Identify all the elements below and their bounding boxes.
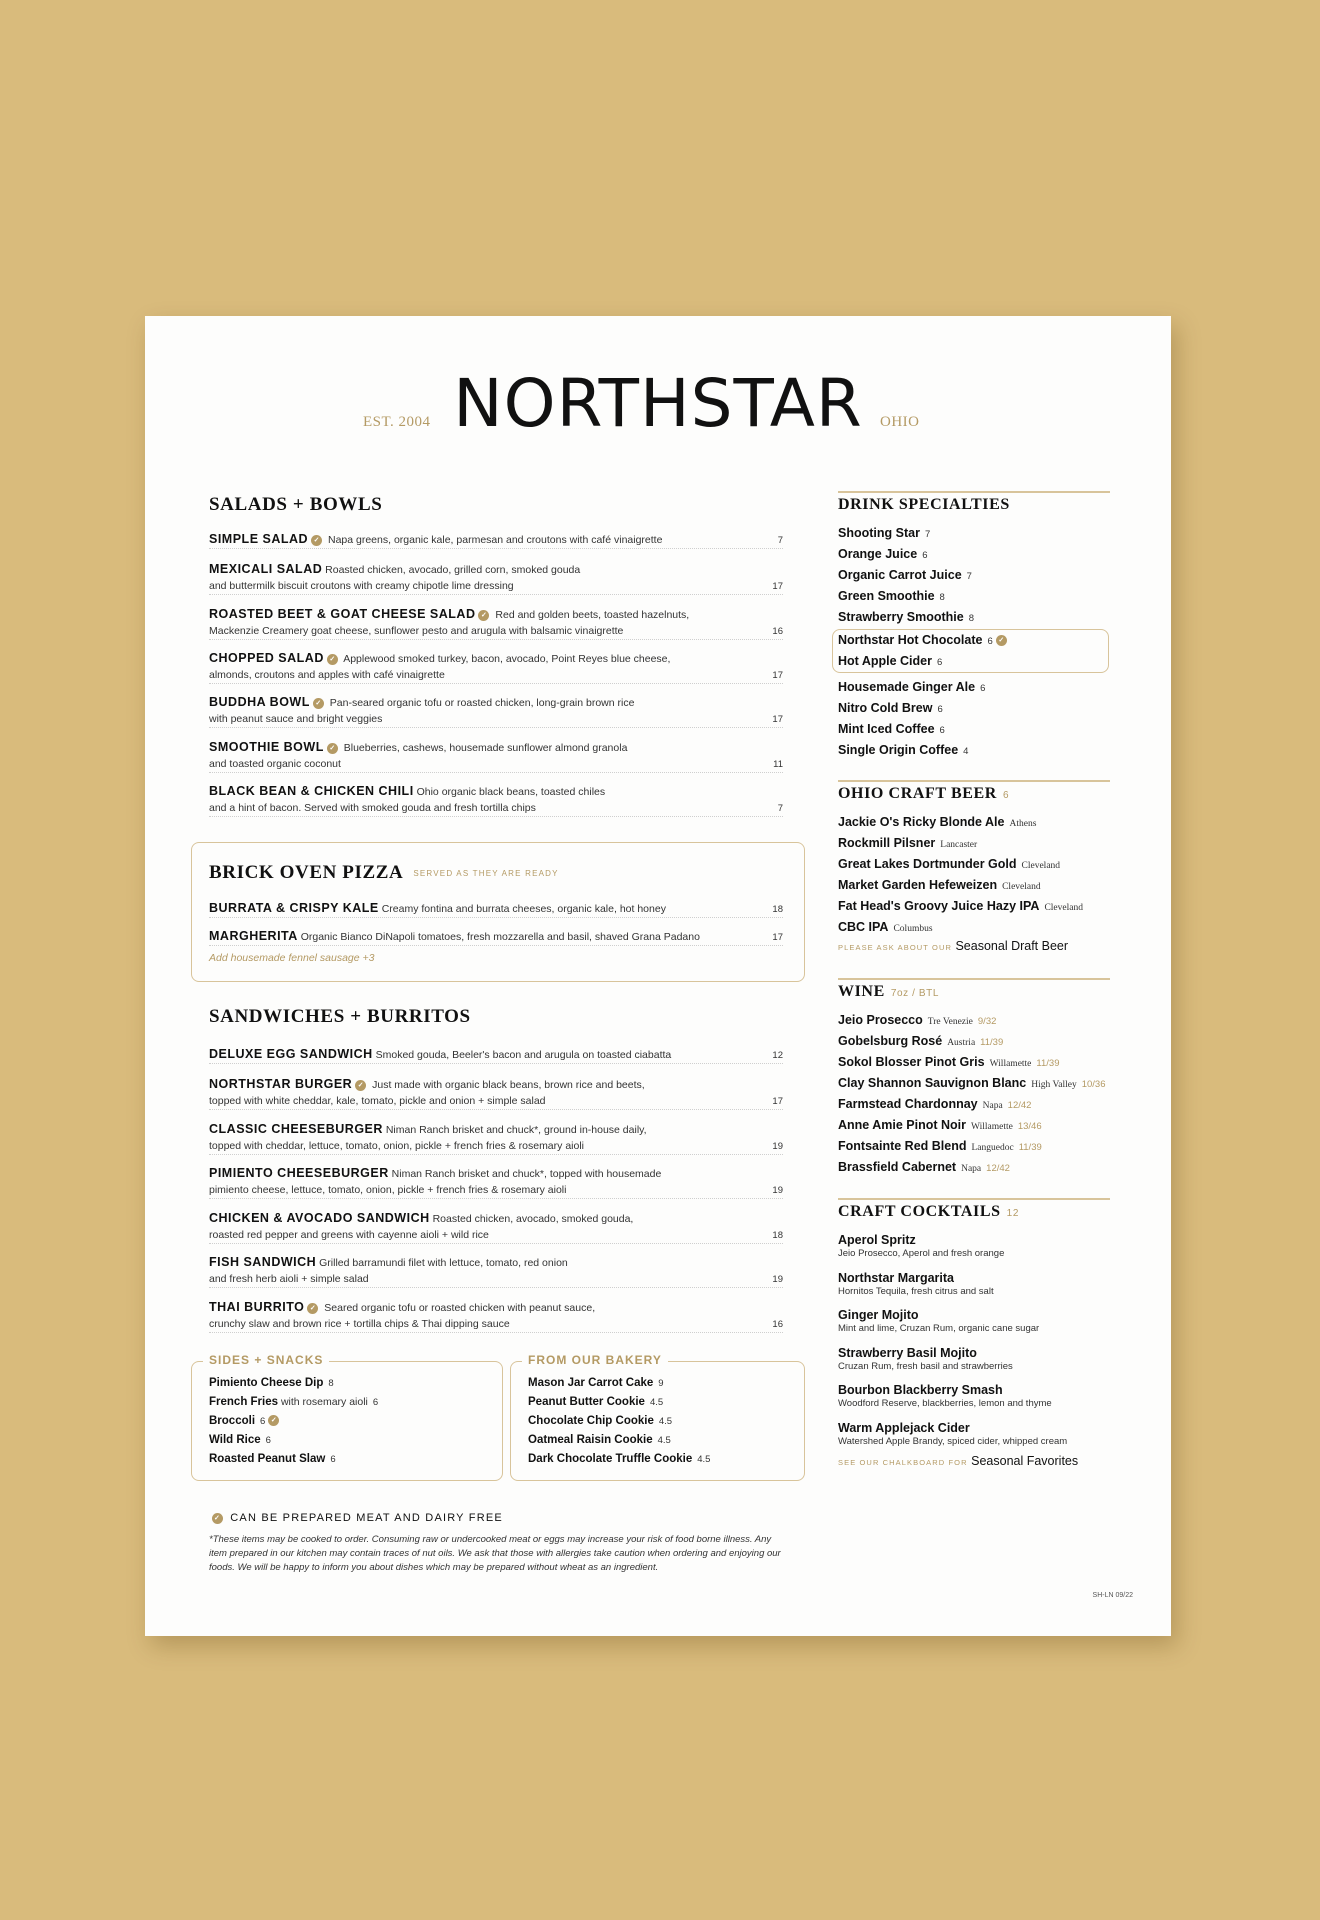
bakery-price: 4.5 xyxy=(697,1454,711,1465)
side-item xyxy=(209,1415,282,1427)
beer-price: 6 xyxy=(1002,790,1010,801)
item-price: 17 xyxy=(772,670,783,681)
item-name: SIMPLE SALAD xyxy=(209,532,309,546)
wine-subtitle: 7oz / BTL xyxy=(890,988,940,999)
item-description: Roasted chicken, avocado, grilled corn, smoked gouda xyxy=(325,564,581,576)
drink-price: 6 xyxy=(922,550,928,561)
item-description: Red and golden beets, toasted hazelnuts, xyxy=(495,609,690,621)
wine-item xyxy=(838,1055,1059,1069)
item-description: Creamy fontina and burrata cheeses, organic kale, hot honey xyxy=(381,903,666,915)
seasonal-beer-name: Seasonal Draft Beer xyxy=(955,939,1069,953)
drink-price: 4 xyxy=(963,746,969,757)
veg-icon: ✓ xyxy=(327,743,338,754)
item-line-1 xyxy=(209,928,783,946)
side-name: Pimiento Cheese Dip xyxy=(209,1377,324,1389)
wine-item xyxy=(838,1118,1042,1132)
drink-name: Orange Juice xyxy=(838,547,918,561)
side-price: 6 xyxy=(265,1435,271,1446)
wine-price: 11/39 xyxy=(1018,1142,1042,1153)
wine-region: Languedoc xyxy=(971,1143,1014,1153)
bakery-item xyxy=(528,1377,664,1389)
bakery-name: Peanut Butter Cookie xyxy=(528,1396,645,1408)
beer-item xyxy=(838,857,1060,871)
drink-item xyxy=(838,654,942,668)
dietary-key xyxy=(209,1512,503,1524)
veg-icon: ✓ xyxy=(327,654,338,665)
item-description: Pan-seared organic tofu or roasted chicken, long-grain brown rice xyxy=(329,697,635,709)
item-description-2: and a hint of bacon. Served with smoked gouda and fresh tortilla chips xyxy=(209,800,783,817)
wine-price: 12/42 xyxy=(986,1163,1010,1174)
item-description: Roasted chicken, avocado, smoked gouda, xyxy=(432,1213,634,1225)
item-description-2: with peanut sauce and bright veggies xyxy=(209,711,783,728)
cocktail-item xyxy=(838,1383,1052,1409)
cocktail-name: Northstar Margarita xyxy=(838,1270,954,1285)
section-title-sandwiches: SANDWICHES + BURRITOS xyxy=(209,1006,471,1027)
wine-item xyxy=(838,1076,1106,1090)
item-line-1 xyxy=(209,561,783,578)
bakery-item xyxy=(528,1415,672,1427)
drink-price: 6 xyxy=(980,683,986,694)
item-name: NORTHSTAR BURGER xyxy=(209,1077,353,1091)
pizza-title-text: BRICK OVEN PIZZA xyxy=(209,862,404,883)
item-price: 16 xyxy=(772,626,783,637)
beer-name: Rockmill Pilsner xyxy=(838,836,936,850)
pizza-addon: Add housemade fennel sausage +3 xyxy=(209,952,375,964)
item-description: Napa greens, organic kale, parmesan and croutons with café vinaigrette xyxy=(327,534,663,546)
wine-item xyxy=(838,1097,1031,1111)
item-line-1 xyxy=(209,650,783,667)
item-line-1 xyxy=(209,1046,783,1064)
item-name: BURRATA & CRISPY KALE xyxy=(209,901,379,915)
drink-item xyxy=(838,610,974,624)
drink-price: 7 xyxy=(924,529,931,540)
section-title-drinks: DRINK SPECIALTIES xyxy=(838,496,1010,513)
wine-region: Tre Venezie xyxy=(927,1017,973,1027)
cocktail-item xyxy=(838,1346,1013,1372)
cocktail-description: Watershed Apple Brandy, spiced cider, whipped cream xyxy=(838,1435,1068,1447)
wine-name: Clay Shannon Sauvignon Blanc xyxy=(838,1076,1027,1090)
beer-rule xyxy=(838,780,1110,782)
item-name: PIMIENTO CHEESEBURGER xyxy=(209,1166,389,1180)
item-description: Ohio organic black beans, toasted chiles xyxy=(416,786,606,798)
item-description: Seared organic tofu or roasted chicken with peanut sauce, xyxy=(324,1302,596,1314)
item-price: 17 xyxy=(772,1096,783,1107)
wine-region: Napa xyxy=(982,1101,1003,1111)
bakery-item xyxy=(528,1434,671,1446)
item-name: CHICKEN & AVOCADO SANDWICH xyxy=(209,1211,430,1225)
item-description-2: and buttermilk biscuit croutons with creamy chipotle lime dressing xyxy=(209,578,783,595)
veg-icon: ✓ xyxy=(355,1080,366,1091)
item-line-1 xyxy=(209,1299,783,1316)
drink-item xyxy=(838,526,930,540)
seasonal-cocktail-label: SEE OUR CHALKBOARD FOR xyxy=(838,1458,968,1467)
cocktail-description: Jeio Prosecco, Aperol and fresh orange xyxy=(838,1248,1005,1259)
cocktail-item xyxy=(838,1233,1004,1259)
drink-item xyxy=(838,722,945,736)
beer-item xyxy=(838,878,1041,892)
drink-name: Organic Carrot Juice xyxy=(838,568,962,582)
menu-item xyxy=(209,928,783,946)
wine-name: Fontsainte Red Blend xyxy=(838,1139,967,1153)
menu-item xyxy=(209,606,783,640)
cocktail-description: Hornitos Tequila, fresh citrus and salt xyxy=(838,1285,994,1297)
item-price: 17 xyxy=(772,932,783,943)
bakery-title: FROM OUR BAKERY xyxy=(522,1353,668,1367)
veg-icon: ✓ xyxy=(213,1514,222,1522)
beer-title-text: OHIO CRAFT BEER xyxy=(838,785,997,802)
item-price: 19 xyxy=(772,1274,783,1285)
drink-price: 6 xyxy=(939,725,945,736)
wine-item xyxy=(838,1013,996,1027)
cocktail-name: Strawberry Basil Mojito xyxy=(838,1345,977,1360)
wine-name: Gobelsburg Rosé xyxy=(838,1034,943,1048)
beer-item xyxy=(838,899,1083,913)
item-name: CHOPPED SALAD xyxy=(209,651,324,665)
menu-item xyxy=(209,1076,783,1110)
item-line-1 xyxy=(209,900,783,918)
beer-region: Athens xyxy=(1009,819,1037,829)
wine-price: 9/32 xyxy=(977,1016,997,1027)
bakery-item xyxy=(528,1396,663,1408)
item-price: 11 xyxy=(773,759,783,770)
drink-item xyxy=(838,633,1010,647)
beer-name: Jackie O's Ricky Blonde Ale xyxy=(838,815,1005,829)
wine-price: 12/42 xyxy=(1007,1100,1032,1111)
menu-item xyxy=(209,694,783,728)
menu-item xyxy=(209,783,783,817)
beer-region: Cleveland xyxy=(1002,882,1041,892)
item-description: Organic Bianco DiNapoli tomatoes, fresh mozzarella and basil, shaved Grana Padano xyxy=(300,931,700,943)
item-description-2: topped with cheddar, lettuce, tomato, onion, pickle + french fries & rosemary aioli xyxy=(209,1138,783,1155)
side-name: Broccoli xyxy=(209,1415,256,1427)
item-name: BLACK BEAN & CHICKEN CHILI xyxy=(209,784,414,798)
side-name: Wild Rice xyxy=(209,1434,261,1446)
item-price: 18 xyxy=(772,904,783,915)
bakery-name: Dark Chocolate Truffle Cookie xyxy=(528,1453,693,1465)
item-name: ROASTED BEET & GOAT CHEESE SALAD xyxy=(209,607,476,621)
item-line-1 xyxy=(209,694,783,711)
wine-region: Austria xyxy=(947,1038,976,1048)
section-title-wine xyxy=(838,983,939,1001)
cocktail-name: Aperol Spritz xyxy=(838,1233,916,1247)
menu-item xyxy=(209,1165,783,1199)
section-title-salads: SALADS + BOWLS xyxy=(209,494,383,515)
drink-name: Green Smoothie xyxy=(838,589,935,603)
drink-name: Mint Iced Coffee xyxy=(838,722,935,736)
pizza-subtitle: SERVED AS THEY ARE READY xyxy=(413,869,559,879)
bakery-item xyxy=(528,1453,710,1465)
beer-region: Columbus xyxy=(893,924,933,934)
wine-name: Farmstead Chardonnay xyxy=(838,1097,978,1111)
side-price: 8 xyxy=(328,1378,334,1389)
drink-name: Housemade Ginger Ale xyxy=(838,680,976,694)
item-line-1 xyxy=(209,1121,783,1138)
item-name: SMOOTHIE BOWL xyxy=(209,740,324,754)
side-item xyxy=(209,1377,334,1389)
item-description: Grilled barramundi filet with lettuce, tomato, red onion xyxy=(319,1257,568,1269)
wine-price: 11/39 xyxy=(1036,1058,1060,1069)
item-description-2: and toasted organic coconut xyxy=(209,756,783,773)
drink-name: Single Origin Coffee xyxy=(838,743,959,757)
cocktail-description: Mint and lime, Cruzan Rum, organic cane sugar xyxy=(838,1323,1040,1334)
brand-logo: NORTHSTAR xyxy=(453,365,863,442)
item-line-1 xyxy=(209,783,783,800)
item-description: Blueberries, cashews, housemade sunflower almond granola xyxy=(343,742,628,754)
drink-item xyxy=(838,547,928,561)
drink-item xyxy=(838,589,945,603)
menu-item xyxy=(209,531,783,549)
wine-item xyxy=(838,1160,1010,1174)
drink-item xyxy=(838,568,972,582)
menu-item xyxy=(209,650,783,684)
side-name: Roasted Peanut Slaw xyxy=(209,1453,326,1465)
item-description-2: Mackenzie Creamery goat cheese, sunflower pesto and arugula with balsamic vinaigrette xyxy=(209,623,783,640)
veg-icon: ✓ xyxy=(996,635,1007,646)
item-description: Niman Ranch brisket and chuck*, topped with housemade xyxy=(391,1168,662,1180)
side-item xyxy=(209,1396,378,1408)
bakery-name: Oatmeal Raisin Cookie xyxy=(528,1434,653,1446)
beer-region: Cleveland xyxy=(1044,903,1083,913)
cocktails-rule xyxy=(838,1198,1110,1200)
side-item xyxy=(209,1453,336,1465)
bakery-name: Chocolate Chip Cookie xyxy=(528,1415,654,1427)
drink-item xyxy=(838,701,943,715)
bakery-price: 4.5 xyxy=(658,1416,673,1427)
drink-price: 6 xyxy=(937,704,943,715)
established-text: EST. 2004 xyxy=(363,414,431,430)
wine-item xyxy=(838,1139,1042,1153)
item-description: Just made with organic black beans, brown rice and beets, xyxy=(372,1079,645,1091)
item-description-2: crunchy slaw and brown rice + tortilla chips & Thai dipping sauce xyxy=(209,1316,783,1333)
item-name: BUDDHA BOWL xyxy=(209,695,310,709)
wine-item xyxy=(838,1034,1003,1048)
drink-item xyxy=(838,743,968,757)
bakery-price: 4.5 xyxy=(649,1397,664,1408)
wine-name: Sokol Blosser Pinot Gris xyxy=(838,1055,985,1069)
veg-icon: ✓ xyxy=(478,610,489,621)
item-price: 19 xyxy=(772,1141,783,1152)
beer-item xyxy=(838,920,933,934)
wine-title-text: WINE xyxy=(838,983,885,1000)
item-price: 17 xyxy=(772,581,783,592)
side-price: 6 xyxy=(330,1454,336,1465)
item-name: DELUXE EGG SANDWICH xyxy=(209,1047,373,1061)
cocktail-description: Cruzan Rum, fresh basil and strawberries xyxy=(838,1360,1013,1372)
cocktail-item xyxy=(838,1421,1067,1447)
item-price: 7 xyxy=(777,535,783,546)
wine-price: 13/46 xyxy=(1017,1121,1042,1132)
wine-name: Anne Amie Pinot Noir xyxy=(838,1118,967,1132)
menu-item xyxy=(209,1210,783,1244)
cocktail-name: Warm Applejack Cider xyxy=(838,1420,970,1435)
seasonal-cocktail-name: Seasonal Favorites xyxy=(971,1454,1079,1468)
item-description-2: and fresh herb aioli + simple salad xyxy=(209,1271,783,1288)
beer-item xyxy=(838,815,1036,829)
menu-item xyxy=(209,739,783,773)
wine-name: Jeio Prosecco xyxy=(838,1013,923,1027)
item-price: 18 xyxy=(772,1230,783,1241)
item-line-1 xyxy=(209,1254,783,1271)
menu-item xyxy=(209,1046,783,1064)
item-line-1 xyxy=(209,739,783,756)
wine-price: 11/39 xyxy=(980,1037,1004,1048)
item-description-2: roasted red pepper and greens with cayenne aioli + wild rice xyxy=(209,1227,783,1244)
cocktail-name: Ginger Mojito xyxy=(838,1308,919,1322)
side-name: French Fries xyxy=(209,1396,279,1408)
veg-icon: ✓ xyxy=(311,535,322,546)
item-description: Niman Ranch brisket and chuck*, ground in-house daily, xyxy=(385,1124,647,1136)
item-name: MEXICALI SALAD xyxy=(209,562,323,576)
masthead xyxy=(145,364,1171,444)
veg-icon: ✓ xyxy=(313,698,324,709)
side-item xyxy=(209,1434,271,1446)
item-price: 17 xyxy=(772,714,783,725)
beer-name: CBC IPA xyxy=(838,920,889,934)
cocktails-title-text: CRAFT COCKTAILS xyxy=(838,1203,1001,1220)
item-description-2: almonds, croutons and apples with café vinaigrette xyxy=(209,667,783,684)
wine-price: 10/36 xyxy=(1081,1079,1106,1090)
drink-price: 6 xyxy=(936,657,943,668)
cocktail-name: Bourbon Blackberry Smash xyxy=(838,1383,1003,1397)
wine-region: Willamette xyxy=(971,1122,1013,1132)
wine-region: Napa xyxy=(961,1164,982,1174)
drink-price: 6 xyxy=(987,636,993,647)
beer-item xyxy=(838,836,977,850)
beer-name: Market Garden Hefeweizen xyxy=(838,878,998,892)
drink-name: Northstar Hot Chocolate xyxy=(838,633,983,647)
menu-sheet xyxy=(145,316,1171,1636)
wine-region: High Valley xyxy=(1031,1080,1077,1090)
beer-name: Fat Head's Groovy Juice Hazy IPA xyxy=(838,899,1040,913)
beer-region: Lancaster xyxy=(940,840,978,850)
section-title-cocktails xyxy=(838,1203,1019,1221)
sides-title: SIDES + SNACKS xyxy=(203,1353,329,1367)
menu-item xyxy=(209,561,783,595)
bakery-name: Mason Jar Carrot Cake xyxy=(528,1377,654,1389)
bakery-price: 4.5 xyxy=(657,1435,671,1446)
drink-price: 7 xyxy=(966,571,972,582)
item-line-1 xyxy=(209,1210,783,1227)
seasonal-cocktail-note xyxy=(838,1454,1078,1468)
item-line-1 xyxy=(209,531,783,549)
item-description-2: topped with white cheddar, kale, tomato, pickle and onion + simple salad xyxy=(209,1093,783,1110)
item-name: FISH SANDWICH xyxy=(209,1255,317,1269)
menu-item xyxy=(209,900,783,918)
side-price: 6 xyxy=(260,1416,266,1427)
item-line-1 xyxy=(209,1076,783,1093)
menu-item xyxy=(209,1254,783,1288)
cocktail-item xyxy=(838,1271,994,1297)
item-name: THAI BURRITO xyxy=(209,1300,305,1314)
item-price: 16 xyxy=(772,1319,783,1330)
item-price: 19 xyxy=(772,1185,783,1196)
seasonal-beer-label: PLEASE ASK ABOUT OUR xyxy=(838,943,952,952)
item-description-2: pimiento cheese, lettuce, tomato, onion, pickle + french fries & rosemary aioli xyxy=(209,1182,783,1199)
section-title-pizza xyxy=(209,862,559,884)
dietary-key-text: CAN BE PREPARED MEAT AND DAIRY FREE xyxy=(230,1512,503,1524)
wine-rule xyxy=(838,978,1110,980)
cocktails-price: 12 xyxy=(1006,1208,1019,1219)
menu-item xyxy=(209,1121,783,1155)
item-line-1 xyxy=(209,1165,783,1182)
cocktail-item xyxy=(838,1308,1039,1334)
seasonal-beer-note xyxy=(838,939,1068,953)
drink-price: 8 xyxy=(939,592,945,603)
side-price: 6 xyxy=(372,1397,379,1408)
drink-price: 8 xyxy=(968,613,975,624)
state-text: OHIO xyxy=(880,414,920,430)
cocktail-description: Woodford Reserve, blackberries, lemon and thyme xyxy=(838,1398,1052,1409)
drink-name: Shooting Star xyxy=(838,526,920,540)
wine-name: Brassfield Cabernet xyxy=(838,1160,957,1174)
menu-code: SH-LN 09/22 xyxy=(1092,1592,1133,1599)
item-name: MARGHERITA xyxy=(209,929,298,943)
drinks-rule xyxy=(838,491,1110,493)
wine-region: Willamette xyxy=(989,1059,1032,1069)
item-price: 12 xyxy=(772,1050,783,1061)
allergy-note: *These items may be cooked to order. Consuming raw or undercooked meat or eggs may increase your risk of food borne illness. Any item prepared in our kitchen may contain traces of nut oils. We ask that those with allergies take caution when ordering and enjoying our foods. We will be happy to inform you about dishes which may be prepared without wheat as an ingredient. xyxy=(209,1534,781,1573)
drink-name: Nitro Cold Brew xyxy=(838,701,933,715)
item-description: Applewood smoked turkey, bacon, avocado, Point Reyes blue cheese, xyxy=(343,653,671,665)
item-name: CLASSIC CHEESEBURGER xyxy=(209,1122,383,1136)
drink-name: Strawberry Smoothie xyxy=(838,610,964,624)
item-line-1 xyxy=(209,606,783,623)
bakery-price: 9 xyxy=(658,1378,664,1389)
item-description: Smoked gouda, Beeler's bacon and arugula on toasted ciabatta xyxy=(375,1049,672,1061)
beer-region: Cleveland xyxy=(1021,861,1061,871)
veg-icon: ✓ xyxy=(268,1415,279,1426)
side-extra: with rosemary aioli xyxy=(278,1396,368,1408)
drink-name: Hot Apple Cider xyxy=(838,654,932,668)
drink-item xyxy=(838,680,985,694)
veg-icon: ✓ xyxy=(307,1303,318,1314)
beer-name: Great Lakes Dortmunder Gold xyxy=(838,857,1017,871)
item-price: 7 xyxy=(777,803,783,814)
menu-item xyxy=(209,1299,783,1333)
section-title-beer xyxy=(838,785,1009,803)
